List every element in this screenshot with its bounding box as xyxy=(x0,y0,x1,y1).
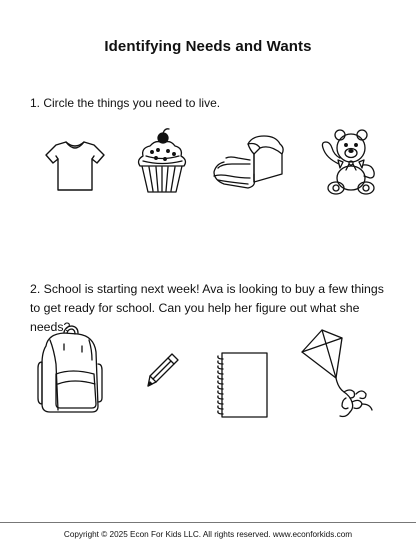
kite-icon[interactable] xyxy=(300,328,380,422)
pencil-icon[interactable] xyxy=(146,352,180,388)
bread-icon[interactable] xyxy=(210,134,286,192)
question-2-pictures xyxy=(0,318,416,408)
footer-divider xyxy=(0,522,416,523)
notebook-icon[interactable] xyxy=(214,350,270,420)
backpack-icon[interactable] xyxy=(34,324,104,416)
teddy-bear-icon[interactable] xyxy=(318,128,382,196)
question-1-prompt: 1. Circle the things you need to live. xyxy=(30,96,221,110)
question-1-pictures xyxy=(0,120,416,210)
cupcake-icon[interactable] xyxy=(134,128,190,196)
t-shirt-icon[interactable] xyxy=(44,138,106,194)
copyright-footer: Copyright © 2025 Econ For Kids LLC. All rights reserved. www.econforkids.com xyxy=(63,530,353,539)
question-2-prompt: 2. School is starting next week! Ava is looking to buy a few things to get ready for school. Can you help her figure out what she needs? xyxy=(30,282,384,334)
worksheet-title: Identifying Needs and Wants xyxy=(104,38,312,55)
